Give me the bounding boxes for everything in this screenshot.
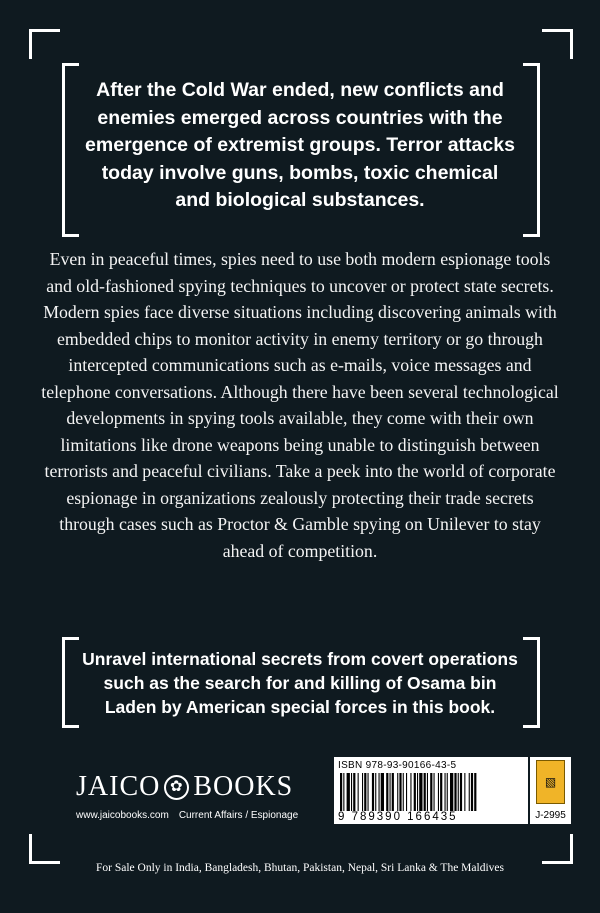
barcode-bar — [406, 773, 407, 811]
publisher-name-left: JAICO — [76, 771, 161, 802]
publisher-website: www.jaicobooks.com — [76, 810, 169, 821]
barcode-bar — [381, 773, 384, 811]
barcode-bar — [353, 773, 355, 811]
barcode-bar — [358, 773, 359, 811]
book-id-block — [530, 757, 571, 824]
barcode-bar — [386, 773, 388, 811]
barcode-bar — [424, 773, 426, 811]
frame-corner-bottom-left — [29, 834, 60, 864]
description-text: Even in peaceful times, spies need to use both modern espionage tools and old-fashioned spying techniques to uncover or protect state secrets. Modern spies face diverse situations including discovering animals with embedded chips to monitor activity in enemy territory or go through intercepted communications such as e-mails, voice messages and telephone conversations. Although there have been several technological developments in spying tools available, they come with their own limitations like drone weapons being unable to distinguish between terrorists and peaceful civilians. Take a peek into the world of corporate espionage in organizations zealously protecting their trade secrets through cases such as Proctor & Gamble spying on Unilever to stay ahead of competition. — [41, 249, 559, 561]
book-code: J-2995 — [535, 810, 566, 821]
closing-bracket-left — [62, 637, 79, 728]
isbn-barcode-block — [334, 757, 528, 824]
barcode-bar — [454, 773, 456, 811]
barcode-bar — [434, 773, 435, 811]
barcode-bar — [392, 773, 394, 811]
barcode-bar — [460, 773, 462, 811]
jaico-emblem-icon: ✿ — [164, 775, 189, 800]
barcode-bar — [471, 773, 473, 811]
closing-text: Unravel international secrets from covert operations such as the search for and killing of Osama bin Laden by American special forces in this book. — [82, 649, 518, 717]
barcode-bar — [440, 773, 442, 811]
barcode-bar — [351, 773, 352, 811]
barcode — [338, 773, 524, 811]
isbn-digits: 9 789390 166435 — [338, 811, 458, 823]
publisher-info — [76, 810, 298, 821]
publisher-name-right: BOOKS — [193, 771, 294, 802]
book-category: Current Affairs / Espionage — [178, 810, 299, 821]
blurb-text: After the Cold War ended, new conflicts and enemies emerged across countries with the emergence of extremist groups. Terror attacks today involve guns, bombs, toxic chemical and biological substances. — [85, 79, 515, 211]
barcode-bar — [427, 773, 428, 811]
barcode-bar — [469, 773, 470, 811]
barcode-bar — [445, 773, 446, 811]
barcode-bar — [450, 773, 453, 811]
barcode-bar — [458, 773, 459, 811]
barcode-bar — [464, 773, 465, 811]
barcode-bar — [390, 773, 391, 811]
frame-corner-top-right — [542, 29, 573, 59]
barcode-bar — [340, 773, 342, 811]
barcode-bar — [474, 773, 476, 811]
frame-corner-bottom-right — [542, 834, 573, 864]
barcode-bar — [399, 773, 401, 811]
closing-bracket-right — [523, 637, 540, 728]
barcode-bar — [343, 773, 344, 811]
blurb-bracket-left — [62, 63, 79, 237]
frame-corner-top-left — [29, 29, 60, 59]
isbn-label: ISBN 978-93-90166-43-5 — [338, 760, 457, 771]
barcode-bar — [430, 773, 432, 811]
barcode-bar — [410, 773, 411, 811]
barcode-bar — [438, 773, 439, 811]
barcode-bar — [414, 773, 416, 811]
barcode-bar — [372, 773, 374, 811]
barcode-bar — [379, 773, 380, 811]
ebook-badge-icon: ▧ — [536, 760, 565, 804]
barcode-bar — [347, 773, 350, 811]
sale-territory-note: For Sale Only in India, Bangladesh, Bhutan, Pakistan, Nepal, Sri Lanka & The Maldives — [96, 862, 504, 874]
barcode-bar — [368, 773, 369, 811]
barcode-bar — [397, 773, 398, 811]
barcode-bar — [364, 773, 366, 811]
barcode-bar — [417, 773, 418, 811]
blurb-bracket-right — [523, 63, 540, 237]
barcode-bar — [403, 773, 404, 811]
barcode-bar — [419, 773, 422, 811]
barcode-bar — [362, 773, 363, 811]
publisher-logo — [76, 772, 293, 802]
barcode-bar — [447, 773, 448, 811]
barcode-bar — [375, 773, 376, 811]
